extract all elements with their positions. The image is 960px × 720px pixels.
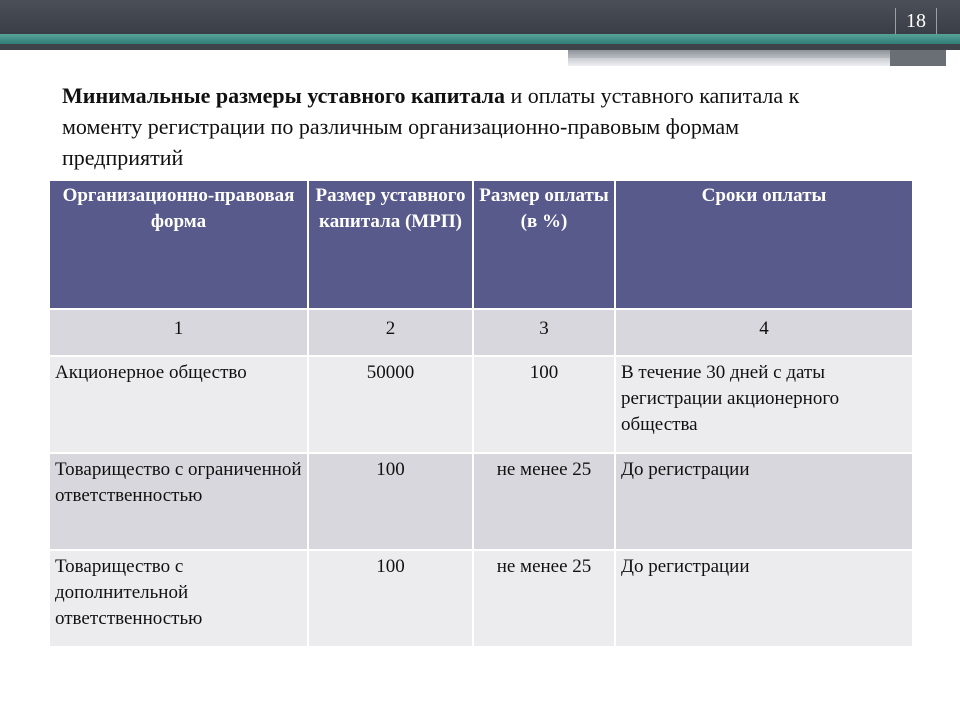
org-form-cell: Товарищество с дополнительной ответственностью [49,550,308,647]
capital-cell: 100 [308,550,473,647]
column-number: 1 [49,309,308,356]
column-number: 4 [615,309,913,356]
title-regular-part: и оплаты уставного капитала к моменту регистрации по различным организационно-правовым формам предприятий [62,83,800,170]
header-capital-size: Размер уставного капитала (МРП) [308,180,473,309]
teal-stripe [0,34,960,44]
capital-cell: 50000 [308,356,473,453]
decor-bar-lower [568,58,890,66]
table-row [49,453,913,550]
capital-cell: 100 [308,453,473,550]
title-bold-part: Минимальные размеры уставного капитала [62,83,506,108]
column-number: 2 [308,309,473,356]
org-form-cell: Товарищество с ограниченной ответственностью [49,453,308,550]
header-row [49,180,913,309]
table-row [49,356,913,453]
header-payment-terms: Сроки оплаты [615,180,913,309]
payment-cell: не менее 25 [473,453,615,550]
payment-cell: 100 [473,356,615,453]
header-org-form: Организационно-правовая форма [49,180,308,309]
org-form-cell: Акционерное общество [49,356,308,453]
table-row [49,550,913,647]
slide-number: 18 [895,8,937,34]
payment-cell: не менее 25 [473,550,615,647]
terms-cell: До регистрации [615,453,913,550]
terms-cell: В течение 30 дней с даты регистрации акционерного общества [615,356,913,453]
column-number: 3 [473,309,615,356]
terms-cell: До регистрации [615,550,913,647]
top-bar [0,0,960,34]
header-payment-size: Размер оплаты (в %) [473,180,615,309]
column-number-row [49,309,913,356]
decor-block [890,50,946,66]
capital-table [48,179,914,648]
slide-title [62,80,832,173]
decor-bar-upper [568,50,890,58]
